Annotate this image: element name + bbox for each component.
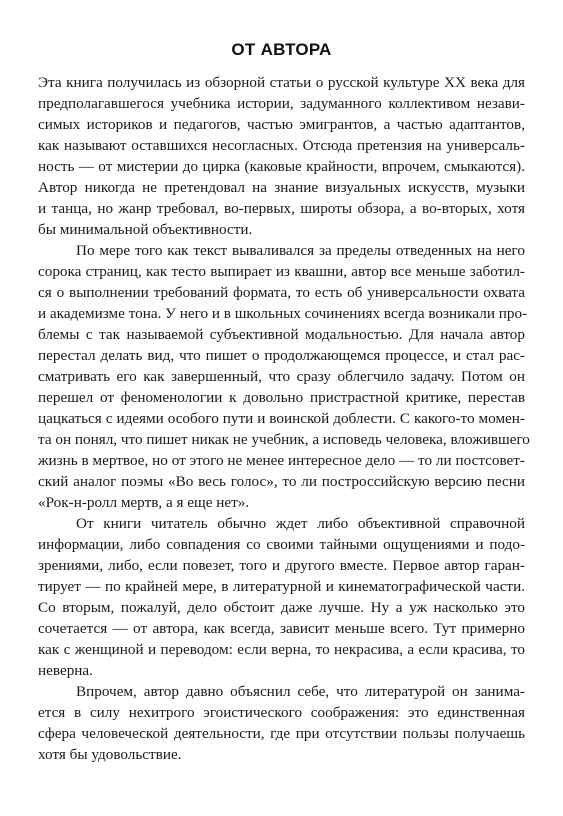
text-line: ется в силу нехитрого эгоистического соображения: это единственная — [38, 704, 525, 721]
paragraph-4 — [38, 681, 525, 765]
text-line: симых историков и педагогов, частью эмигрантов, а частью адаптантов, — [38, 116, 525, 133]
text-line: как с женщиной и переводом: если верна, то некрасива, а если красива, то — [38, 641, 525, 658]
text-line: неверна. — [38, 662, 93, 679]
text-line: перестал делать вид, что пишет о продолжающемся процессе, и стал рас- — [38, 347, 525, 364]
text-line: По мере того как текст вываливался за пределы отведенных на него — [76, 242, 525, 259]
text-line: Впрочем, автор давно объяснил себе, что литературой он занима- — [76, 683, 525, 700]
text-line: Эта книга получилась из обзорной статьи о русской культуре XX века для — [38, 74, 525, 91]
text-line: перешел от феноменологии к довольно пристрастной критике, перестав — [38, 389, 525, 406]
text-line: и академизме тона. У него и в школьных сочинениях всегда возникали про- — [38, 305, 528, 322]
text-line: хотя бы удовольствие. — [38, 746, 182, 763]
text-line: та он понял, что пишет никак не учебник, а исповедь человека, вложившего — [38, 431, 530, 448]
text-line: зрениями, либо, если повезет, того и другого вместе. Первое автор гаран- — [38, 557, 525, 574]
text-line: От книги читатель обычно ждет либо объективной справочной — [76, 515, 525, 532]
text-line: бы минимальной объективности. — [38, 221, 253, 238]
document-page — [38, 38, 530, 765]
text-line: сорока страниц, как тесто выпирает из квашни, автор все меньше заботил- — [38, 263, 525, 280]
text-line: сфера человеческой деятельности, где при отсутствии пользы получаешь — [38, 725, 525, 742]
paragraph-1 — [38, 72, 525, 240]
paragraph-2 — [38, 240, 530, 513]
text-line: «Рок-н-ролл мертв, а я еще нет». — [38, 494, 250, 511]
text-line: сочетается — от автора, как всегда, зависит меньше всего. Тут примерно — [38, 620, 525, 637]
text-line: ность — от мистерии до цирка (каковые крайности, впрочем, смыкаются). — [38, 158, 525, 175]
text-line: цацкаться с идеями особого пути и воинской доблести. С какого-то момен- — [38, 410, 525, 427]
text-line: как называют оставшихся несогласных. Отсюда претензия на универсаль- — [38, 137, 525, 154]
text-line: Со вторым, пожалуй, дело обстоит даже лучше. Ну а уж насколько это — [38, 599, 525, 616]
paragraph-3 — [38, 513, 525, 681]
text-line: ский аналог поэмы «Во весь голос», то ли построссийскую версию песни — [38, 473, 525, 490]
text-line: информации, либо совпадения со своими тайными ощущениями и подо- — [38, 536, 525, 553]
page-title: ОТ АВТОРА — [231, 40, 332, 59]
text-line: Автор никогда не претендовал на знание визуальных искусств, музыки — [38, 179, 525, 196]
text-line: ся о выполнении требований формата, то есть об универсальности охвата — [38, 284, 525, 301]
text-line: блемы с так называемой субъективной модальностью. Для начала автор — [38, 326, 525, 343]
text-line: сматривать его как завершенный, что сразу облегчило задачу. Потом он — [38, 368, 525, 385]
text-line: жизнь в мертвое, но от этого не менее интересное дело — то ли постсовет- — [38, 452, 525, 469]
text-line: предполагавшегося учебника истории, задуманного коллективом незави- — [38, 95, 525, 112]
text-line: и танца, но жанр требовал, во-первых, широты обзора, а во-вторых, хотя — [38, 200, 525, 217]
text-line: тирует — по крайней мере, в литературной и кинематографической части. — [38, 578, 525, 595]
